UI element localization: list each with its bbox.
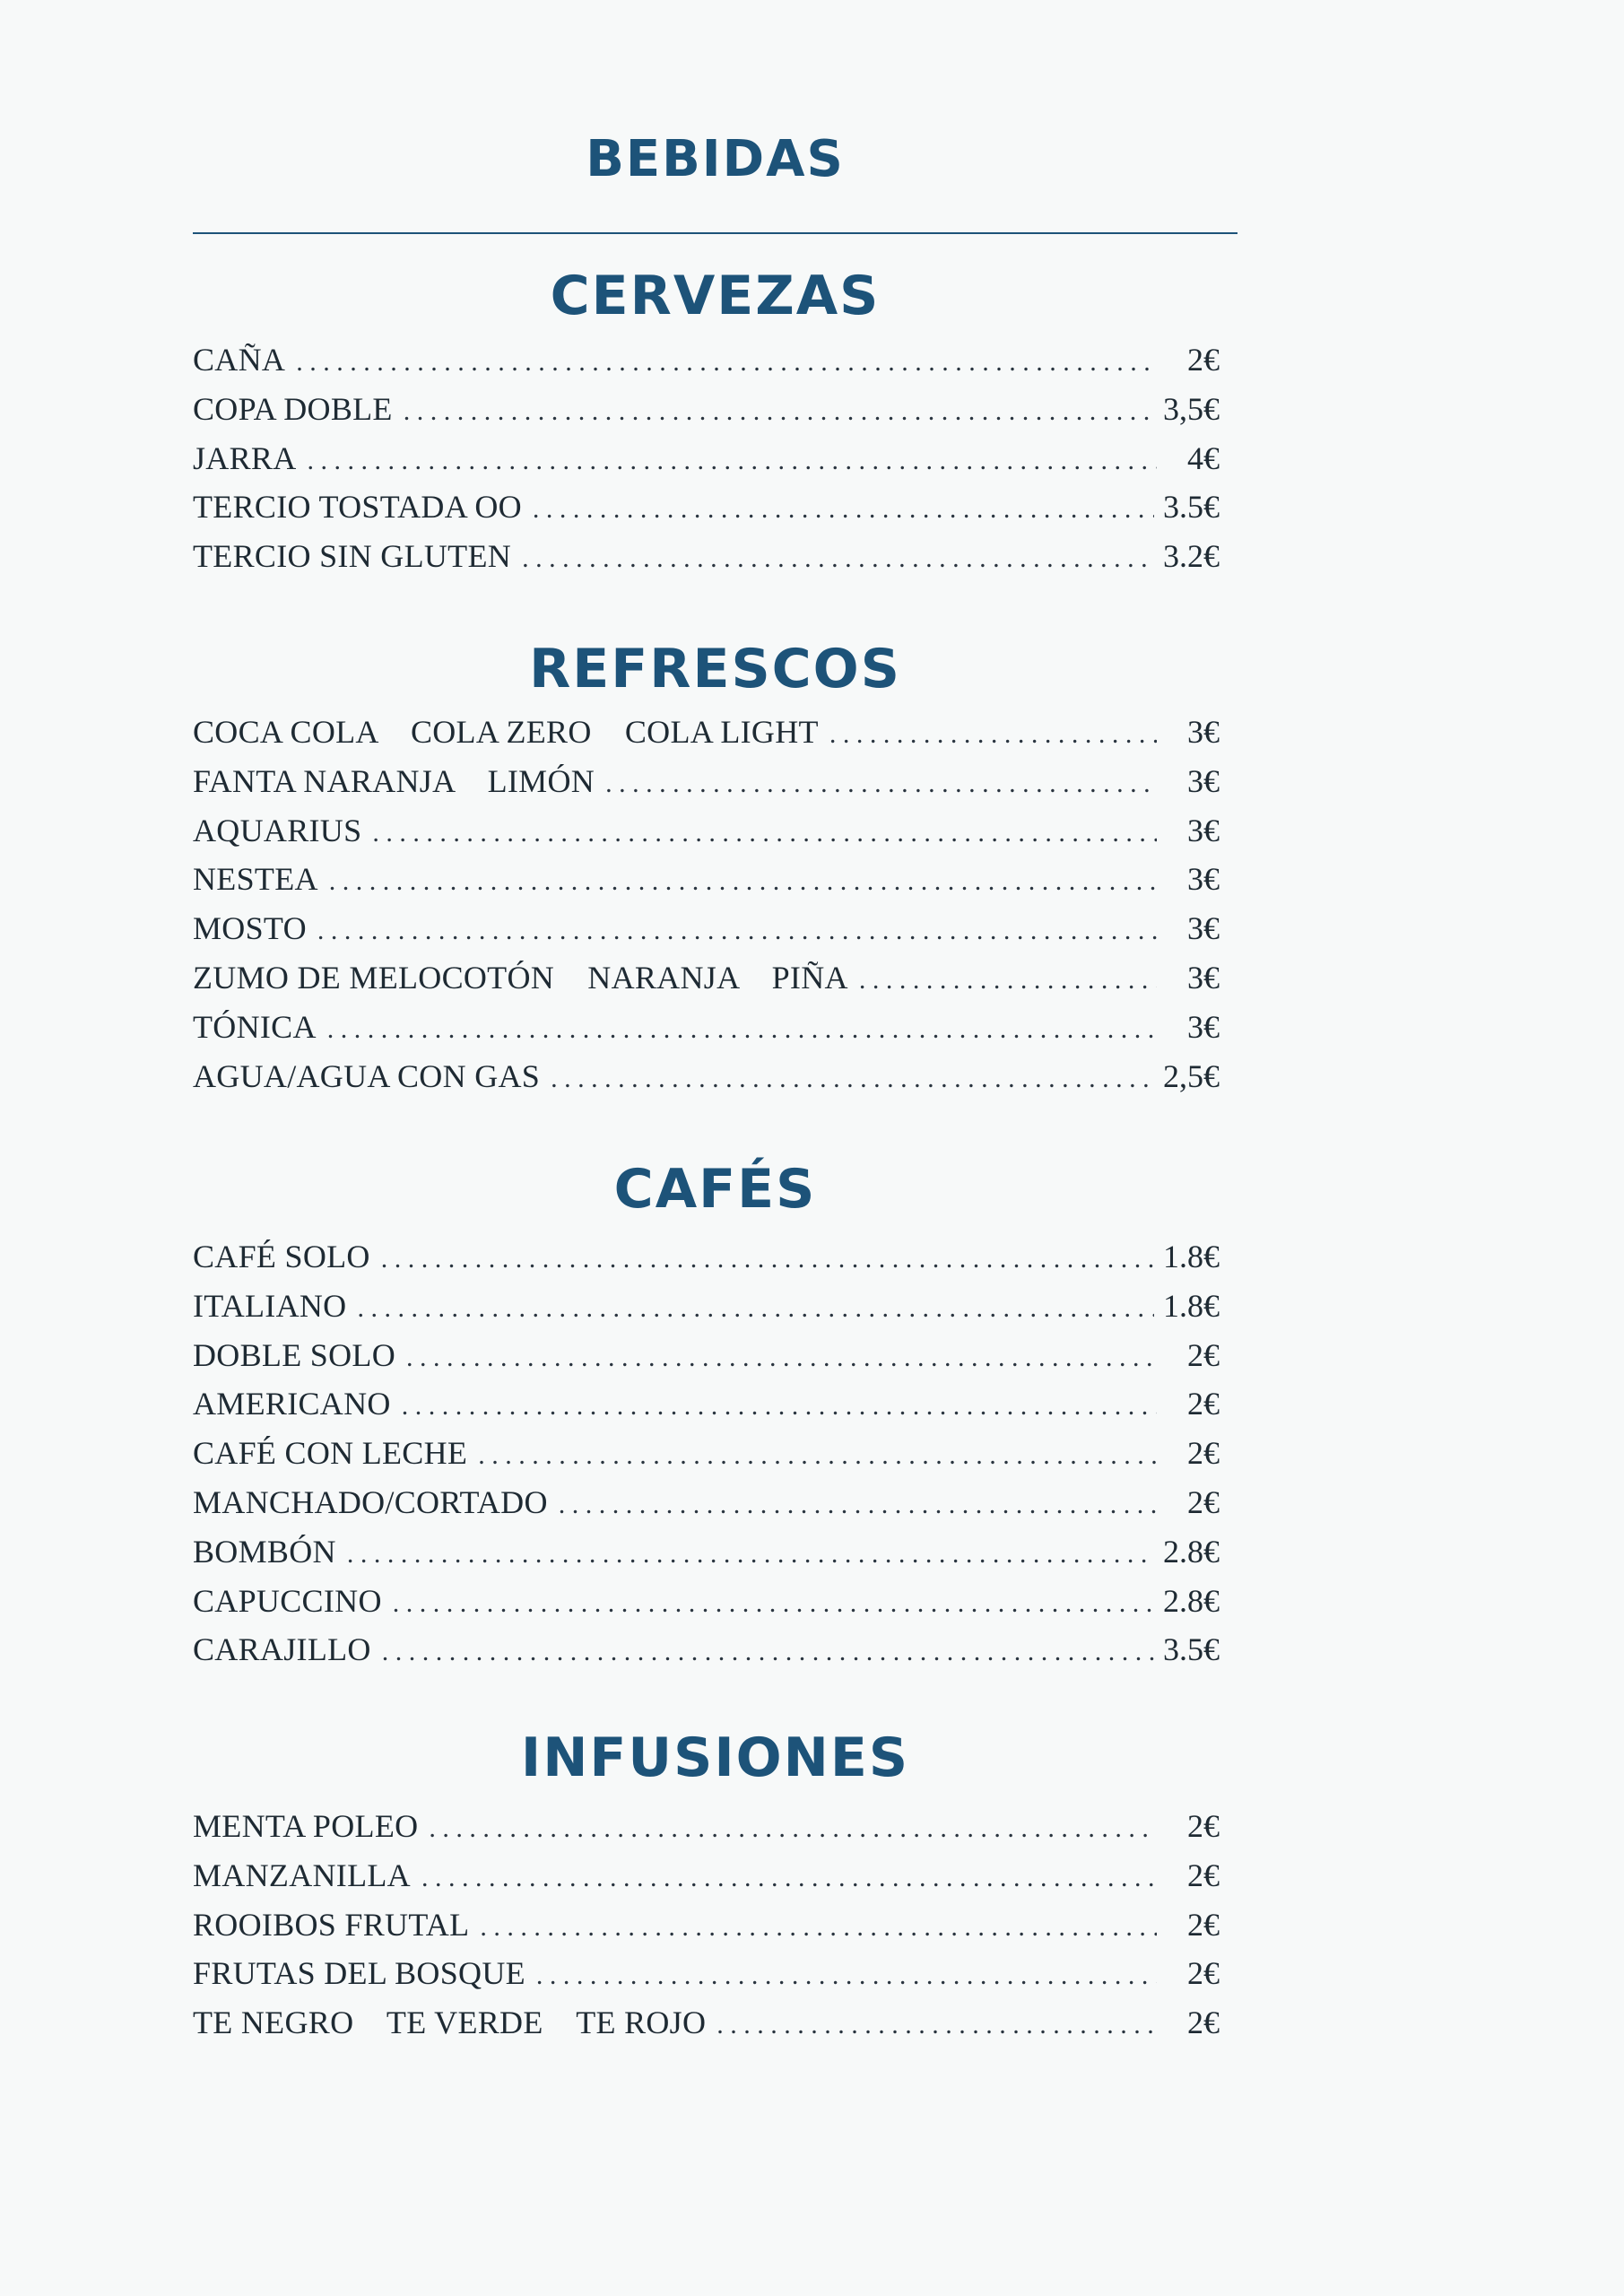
- item-name: NESTEA: [193, 861, 318, 898]
- dot-leader: [381, 1244, 1154, 1274]
- dot-leader: [308, 446, 1157, 476]
- item-price: 2€: [1187, 1857, 1220, 1893]
- dot-leader: [382, 1637, 1154, 1667]
- dot-leader: [559, 1490, 1157, 1520]
- item-price: 2€: [1187, 1435, 1220, 1472]
- menu-item: [193, 1954, 1220, 2004]
- item-price: 2€: [1187, 1955, 1220, 1992]
- item-price: 2,5€: [1163, 1057, 1220, 1094]
- dot-leader: [536, 1961, 1157, 1991]
- menu-list-cafes: [193, 1238, 1220, 1680]
- item-price: 2€: [1187, 1808, 1220, 1844]
- item-price: 4€: [1187, 439, 1220, 476]
- menu-item: [193, 1434, 1220, 1483]
- item-name: DOBLE SOLO: [193, 1336, 395, 1373]
- item-name: TE NEGRO TE VERDE TE ROJO: [193, 2005, 707, 2041]
- dot-leader: [317, 916, 1157, 946]
- dot-leader: [327, 1014, 1157, 1045]
- dot-leader: [533, 494, 1154, 525]
- item-name: MANCHADO/CORTADO: [193, 1483, 548, 1520]
- menu-item: [193, 1483, 1220, 1533]
- item-price: 3,5€: [1163, 390, 1220, 427]
- menu-list-infusiones: [193, 1807, 1220, 2053]
- item-price: 3€: [1187, 959, 1220, 996]
- item-name: COPA DOBLE: [193, 390, 393, 427]
- menu-item: [193, 1857, 1220, 1906]
- dot-leader: [393, 1588, 1154, 1619]
- section-title-refrescos: REFRESCOS: [529, 638, 901, 700]
- dot-leader: [421, 1863, 1157, 1893]
- item-name: CAPUCCINO: [193, 1582, 382, 1619]
- menu-item: [193, 2004, 1220, 2053]
- menu-item: [193, 1631, 1220, 1680]
- item-name: FRUTAS DEL BOSQUE: [193, 1955, 525, 1992]
- item-name: TERCIO SIN GLUTEN: [193, 538, 512, 575]
- section-title-infusiones: INFUSIONES: [520, 1726, 910, 1789]
- item-name: CARAJILLO: [193, 1631, 371, 1668]
- dot-leader: [605, 769, 1157, 799]
- dot-leader: [404, 396, 1154, 427]
- item-name: MANZANILLA: [193, 1857, 411, 1893]
- item-name: TERCIO TOSTADA OO: [193, 489, 522, 526]
- dot-leader: [402, 1391, 1157, 1422]
- item-name: CAÑA: [193, 342, 286, 378]
- menu-item: [193, 439, 1220, 489]
- item-price: 2€: [1187, 1336, 1220, 1373]
- menu-item: [193, 341, 1220, 390]
- title-divider: [193, 232, 1238, 234]
- item-price: 3.5€: [1163, 489, 1220, 526]
- item-price: 2€: [1187, 1483, 1220, 1520]
- menu-item: [193, 860, 1220, 909]
- menu-item: [193, 762, 1220, 812]
- dot-leader: [406, 1343, 1157, 1373]
- item-name: BOMBÓN: [193, 1533, 336, 1570]
- item-name: ZUMO DE MELOCOTÓN NARANJA PIÑA: [193, 959, 848, 996]
- item-name: FANTA NARANJA LIMÓN: [193, 762, 595, 799]
- item-price: 1.8€: [1163, 1239, 1220, 1274]
- item-price: 3€: [1187, 861, 1220, 898]
- item-price: 2€: [1187, 1386, 1220, 1422]
- menu-item: [193, 1582, 1220, 1631]
- menu-list-refrescos: [193, 713, 1220, 1106]
- menu-item: [193, 1238, 1220, 1287]
- section-title-cervezas: CERVEZAS: [550, 265, 881, 327]
- dot-leader: [429, 1813, 1157, 1844]
- item-name: AMERICANO: [193, 1386, 391, 1422]
- item-price: 2€: [1187, 342, 1220, 378]
- menu-item: [193, 1533, 1220, 1582]
- item-name: AGUA/AGUA CON GAS: [193, 1057, 541, 1094]
- item-price: 3€: [1187, 910, 1220, 947]
- dot-leader: [829, 719, 1157, 750]
- item-name: COCA COLA COLA ZERO COLA LIGHT: [193, 714, 819, 750]
- item-price: 3€: [1187, 762, 1220, 799]
- item-price: 3.5€: [1163, 1631, 1220, 1668]
- menu-item: [193, 812, 1220, 861]
- item-price: 2€: [1187, 2005, 1220, 2041]
- menu-item: [193, 1336, 1220, 1386]
- section-title-cafes: CAFÉS: [613, 1158, 817, 1221]
- menu-item: [193, 390, 1220, 439]
- dot-leader: [716, 2010, 1157, 2040]
- page-title: BEBIDAS: [586, 130, 845, 188]
- item-name: CAFÉ SOLO: [193, 1239, 370, 1274]
- menu-item: [193, 1807, 1220, 1857]
- dot-leader: [347, 1539, 1154, 1570]
- dot-leader: [551, 1064, 1154, 1094]
- dot-leader: [478, 1440, 1157, 1471]
- menu-item: [193, 1057, 1220, 1107]
- dot-leader: [372, 818, 1157, 848]
- item-price: 1.8€: [1163, 1287, 1220, 1324]
- item-name: CAFÉ CON LECHE: [193, 1435, 468, 1472]
- menu-item: [193, 488, 1220, 537]
- item-name: MENTA POLEO: [193, 1808, 419, 1844]
- item-name: ITALIANO: [193, 1287, 347, 1324]
- item-price: 3€: [1187, 714, 1220, 750]
- menu-item: [193, 713, 1220, 762]
- item-price: 2.8€: [1163, 1533, 1220, 1570]
- dot-leader: [296, 347, 1157, 378]
- item-name: JARRA: [193, 439, 297, 476]
- dot-leader: [357, 1293, 1154, 1324]
- item-price: 3.2€: [1163, 538, 1220, 575]
- item-price: 2.8€: [1163, 1582, 1220, 1619]
- item-price: 2€: [1187, 1906, 1220, 1943]
- dot-leader: [859, 965, 1157, 996]
- item-price: 3€: [1187, 1008, 1220, 1045]
- menu-item: [193, 1906, 1220, 1955]
- item-name: AQUARIUS: [193, 812, 362, 848]
- item-name: MOSTO: [193, 910, 307, 947]
- menu-item: [193, 537, 1220, 587]
- item-price: 3€: [1187, 812, 1220, 848]
- menu-item: [193, 959, 1220, 1008]
- item-name: ROOIBOS FRUTAL: [193, 1906, 470, 1943]
- menu-item: [193, 1008, 1220, 1057]
- item-name: TÓNICA: [193, 1008, 317, 1045]
- dot-leader: [522, 544, 1154, 574]
- dot-leader: [480, 1912, 1157, 1943]
- dot-leader: [329, 866, 1157, 897]
- menu-item: [193, 909, 1220, 959]
- menu-item: [193, 1385, 1220, 1434]
- menu-item: [193, 1287, 1220, 1336]
- menu-list-cervezas: [193, 341, 1220, 587]
